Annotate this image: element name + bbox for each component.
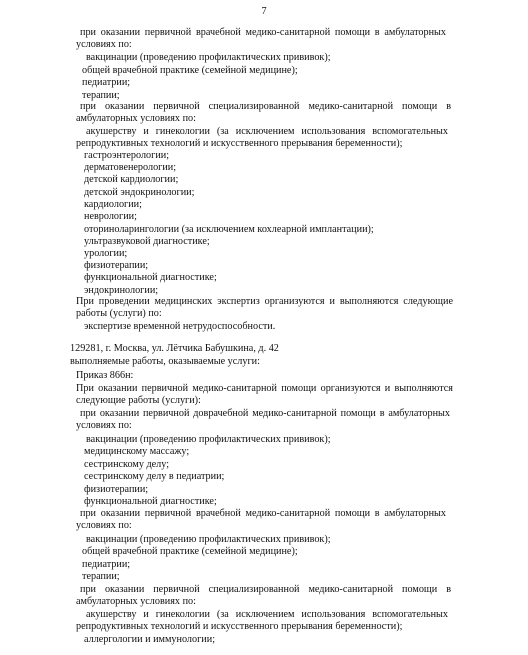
text-line: терапии; <box>82 571 120 582</box>
text-line: функциональной диагностике; <box>84 496 217 507</box>
text-line: при оказании первичной врачебной медико-санитарной помощи в амбулаторных <box>80 508 446 519</box>
text-line: функциональной диагностике; <box>84 272 217 283</box>
address-line: 129281, г. Москва, ул. Лётчика Бабушкина, д. 42 <box>70 343 279 354</box>
text-line: вакцинации (проведению профилактических прививок); <box>86 534 331 545</box>
text-line: урологии; <box>84 248 128 259</box>
text-line: кардиологии; <box>84 199 142 210</box>
text-line: выполняемые работы, оказываемые услуги: <box>70 356 260 367</box>
text-line: вакцинации (проведению профилактических прививок); <box>86 52 331 63</box>
text-line: оториноларингологии (за исключением кохлеарной имплантации); <box>84 224 374 235</box>
text-line: детской кардиологии; <box>84 174 179 185</box>
text-line: общей врачебной практике (семейной медицине); <box>82 65 298 76</box>
text-line: При оказании первичной медико-санитарной помощи организуются и выполняются <box>76 383 453 394</box>
text-line: педиатрии; <box>82 77 131 88</box>
text-line: физиотерапии; <box>84 484 149 495</box>
text-line: следующие работы (услуги): <box>76 395 201 406</box>
text-line: сестринскому делу в педиатрии; <box>84 471 225 482</box>
text-line: условиях по: <box>76 520 132 531</box>
text-line: амбулаторных условиях по: <box>76 113 196 124</box>
text-line: репродуктивных технологий и искусственного прерывания беременности); <box>76 138 403 149</box>
text-line: при оказании первичной специализированной медико-санитарной помощи в <box>80 101 451 112</box>
text-line: экспертизе временной нетрудоспособности. <box>84 321 276 332</box>
text-line: дерматовенерологии; <box>84 162 177 173</box>
text-line: амбулаторных условиях по: <box>76 596 196 607</box>
text-line: гастроэнтерологии; <box>84 150 170 161</box>
text-line: медицинскому массажу; <box>84 446 190 457</box>
text-line: ультразвуковой диагностике; <box>84 236 210 247</box>
text-line: физиотерапии; <box>84 260 149 271</box>
text-line: условиях по: <box>76 39 132 50</box>
text-line: при оказании первичной врачебной медико-санитарной помощи в амбулаторных <box>80 27 446 38</box>
text-line: детской эндокринологии; <box>84 187 195 198</box>
text-line: терапии; <box>82 90 120 101</box>
page-number: 7 <box>261 6 267 17</box>
text-line: сестринскому делу; <box>84 459 170 470</box>
text-line: общей врачебной практике (семейной медицине); <box>82 546 298 557</box>
text-line: условиях по: <box>76 420 132 431</box>
text-line: при оказании первичной доврачебной медико-санитарной помощи в амбулаторных <box>80 408 450 419</box>
text-line: при оказании первичной специализированной медико-санитарной помощи в <box>80 584 451 595</box>
text-line: педиатрии; <box>82 559 131 570</box>
text-line: эндокринологии; <box>84 285 159 296</box>
text-line: неврологии; <box>84 211 137 222</box>
text-line: вакцинации (проведению профилактических прививок); <box>86 434 331 445</box>
text-line: При проведении медицинских экспертиз организуются и выполняются следующие <box>76 296 453 307</box>
text-line: работы (услуги) по: <box>76 308 162 319</box>
text-line: акушерству и гинекологии (за исключением использования вспомогательных <box>86 609 448 620</box>
text-line: аллергологии и иммунологии; <box>84 634 216 645</box>
text-line: репродуктивных технологий и искусственного прерывания беременности); <box>76 621 403 632</box>
text-line: акушерству и гинекологии (за исключением использования вспомогательных <box>86 126 448 137</box>
text-line: Приказ 866н: <box>76 370 134 381</box>
